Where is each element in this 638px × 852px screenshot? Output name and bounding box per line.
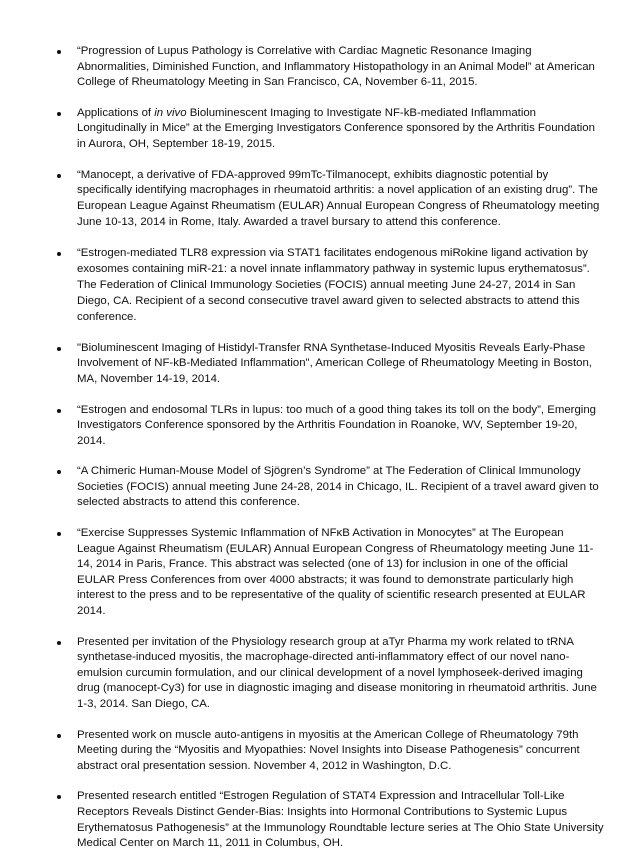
presentations-list (40, 44, 604, 852)
list-item (40, 526, 604, 620)
bullet-icon (57, 409, 61, 413)
bullet-icon (57, 252, 61, 256)
item-text (77, 464, 604, 511)
text-segment: Presented work on muscle auto-antigens in myositis at the American College of Rheumatology 79th Meeting during the “Myositis and Myopathies: Novel Insights into Disease Pathogenesis” concurrent abstract oral presentation session. November 4, 2012 in Washington, D.C. (77, 728, 580, 772)
list-item (40, 106, 604, 153)
text-segment: “Exercise Suppresses Systemic Inflammation of NFκB Activation in Monocytes” at The European League Against Rheumatism (EULAR) Annual European Congress of Rheumatology meeting June 11-14, 2014 in Paris, France. This abstract was selected (one of 13) for inclusion in one of the official EULAR Press Conferences from over 4000 abstracts; it was found to demonstrate particularly high interest to the press and to be representative of the quality of scientific research presented at EULAR 2014. (77, 527, 594, 618)
bullet-icon (57, 347, 61, 351)
item-text (77, 106, 604, 153)
item-text (77, 246, 604, 326)
bullet-icon (57, 641, 61, 645)
text-segment: Bioluminescent Imaging to Investigate NF-kB-mediated Inflammation Longitudinally in Mice” at the Emerging Investigators Conference sponsored by the Arthritis Foundation in Aurora, OH, September 18-19, 2015. (77, 106, 595, 150)
bullet-icon (57, 734, 61, 738)
text-segment: “Estrogen-mediated TLR8 expression via STAT1 facilitates endogenous miRokine ligand activation by exosomes containing miR-21: a novel innate inflammatory pathway in systemic lupus erythematosus”. The Federation of Clinical Immunology Societies (FOCIS) annual meeting June 24-27, 2014 in San Diego, CA. Recipient of a second consecutive travel award given to selected abstracts to attend this conference. (77, 247, 590, 323)
text-segment: "Bioluminescent Imaging of Histidyl-Transfer RNA Synthetase-Induced Myositis Reveals Early-Phase Involvement of NF-kB-Mediated Inflammation", American College of Rheumatology Meeting in Boston, MA, November 14-19, 2014. (77, 341, 592, 385)
list-item (40, 464, 604, 511)
item-text (77, 168, 604, 232)
text-segment: Presented per invitation of the Physiology research group at aTyr Pharma my work related to tRNA synthetase-induced myositis, the macrophage-directed anti-inflammatory effect of our novel nano-emulsion curcumin formulation, and our clinical development of a novel lymphoseek-derived imaging drug (manocept-Cy3) for use in diagnostic imaging and disease monitoring in rheumatoid arthritis. June 1-3, 2014. San Diego, CA. (77, 635, 597, 710)
text-segment: Presented research entitled “Estrogen Regulation of STAT4 Expression and Intracellular Toll-Like Receptors Reveals Distinct Gender-Bias: Insights into Hormonal Contributions to Systemic Lupus Erythematosus Pathogenesis” at the Immunology Roundtable lecture series at The Ohio State University Medical Center on March 11, 2011 in Columbus, OH. (77, 790, 604, 850)
list-item (40, 635, 604, 713)
text-segment: “Estrogen and endosomal TLRs in lupus: too much of a good thing takes its toll on the body”, Emerging Investigators Conference sponsored by the Arthritis Foundation in Roanoke, WV, September 19-20, 2014. (77, 403, 596, 447)
item-text (77, 789, 604, 851)
item-text (77, 526, 604, 620)
item-text (77, 728, 604, 775)
item-text (77, 403, 604, 450)
item-text (77, 341, 604, 388)
list-item (40, 789, 604, 851)
bullet-icon (57, 174, 61, 178)
text-segment: “Progression of Lupus Pathology is Correlative with Cardiac Magnetic Resonance Imaging Abnormalities, Diminished Function, and Inflammatory Histopathology in an Animal Model” at American College of Rheumatology Meeting in San Francisco, CA, November 6-11, 2015. (77, 45, 595, 89)
bullet-icon (57, 470, 61, 474)
list-item (40, 246, 604, 326)
bullet-icon (57, 532, 61, 536)
bullet-icon (57, 50, 61, 54)
italic-text-segment: in vivo (154, 106, 187, 119)
bullet-icon (57, 795, 61, 799)
text-segment: “A Chimeric Human-Mouse Model of Sjögren’s Syndrome” at The Federation of Clinical Immunology Societies (FOCIS) annual meeting June 24-28, 2014 in Chicago, IL. Recipient of a travel award given to selected abstracts to attend this conference. (77, 465, 599, 509)
list-item (40, 44, 604, 91)
list-item (40, 728, 604, 775)
list-item (40, 341, 604, 388)
list-item (40, 403, 604, 450)
text-segment: Applications of (77, 106, 155, 119)
list-item (40, 168, 604, 232)
item-text (77, 44, 604, 91)
item-text (77, 635, 604, 713)
text-segment: “Manocept, a derivative of FDA-approved 99mTc-Tilmanocept, exhibits diagnostic potential by specifically identifying macrophages in rheumatoid arthritis: a novel application of an existing drug”. The European League Against Rheumatism (EULAR) Annual European Congress of Rheumatology meeting June 10-13, 2014 in Rome, Italy. Awarded a travel bursary to attend this conference. (77, 168, 600, 229)
bullet-icon (57, 112, 61, 116)
